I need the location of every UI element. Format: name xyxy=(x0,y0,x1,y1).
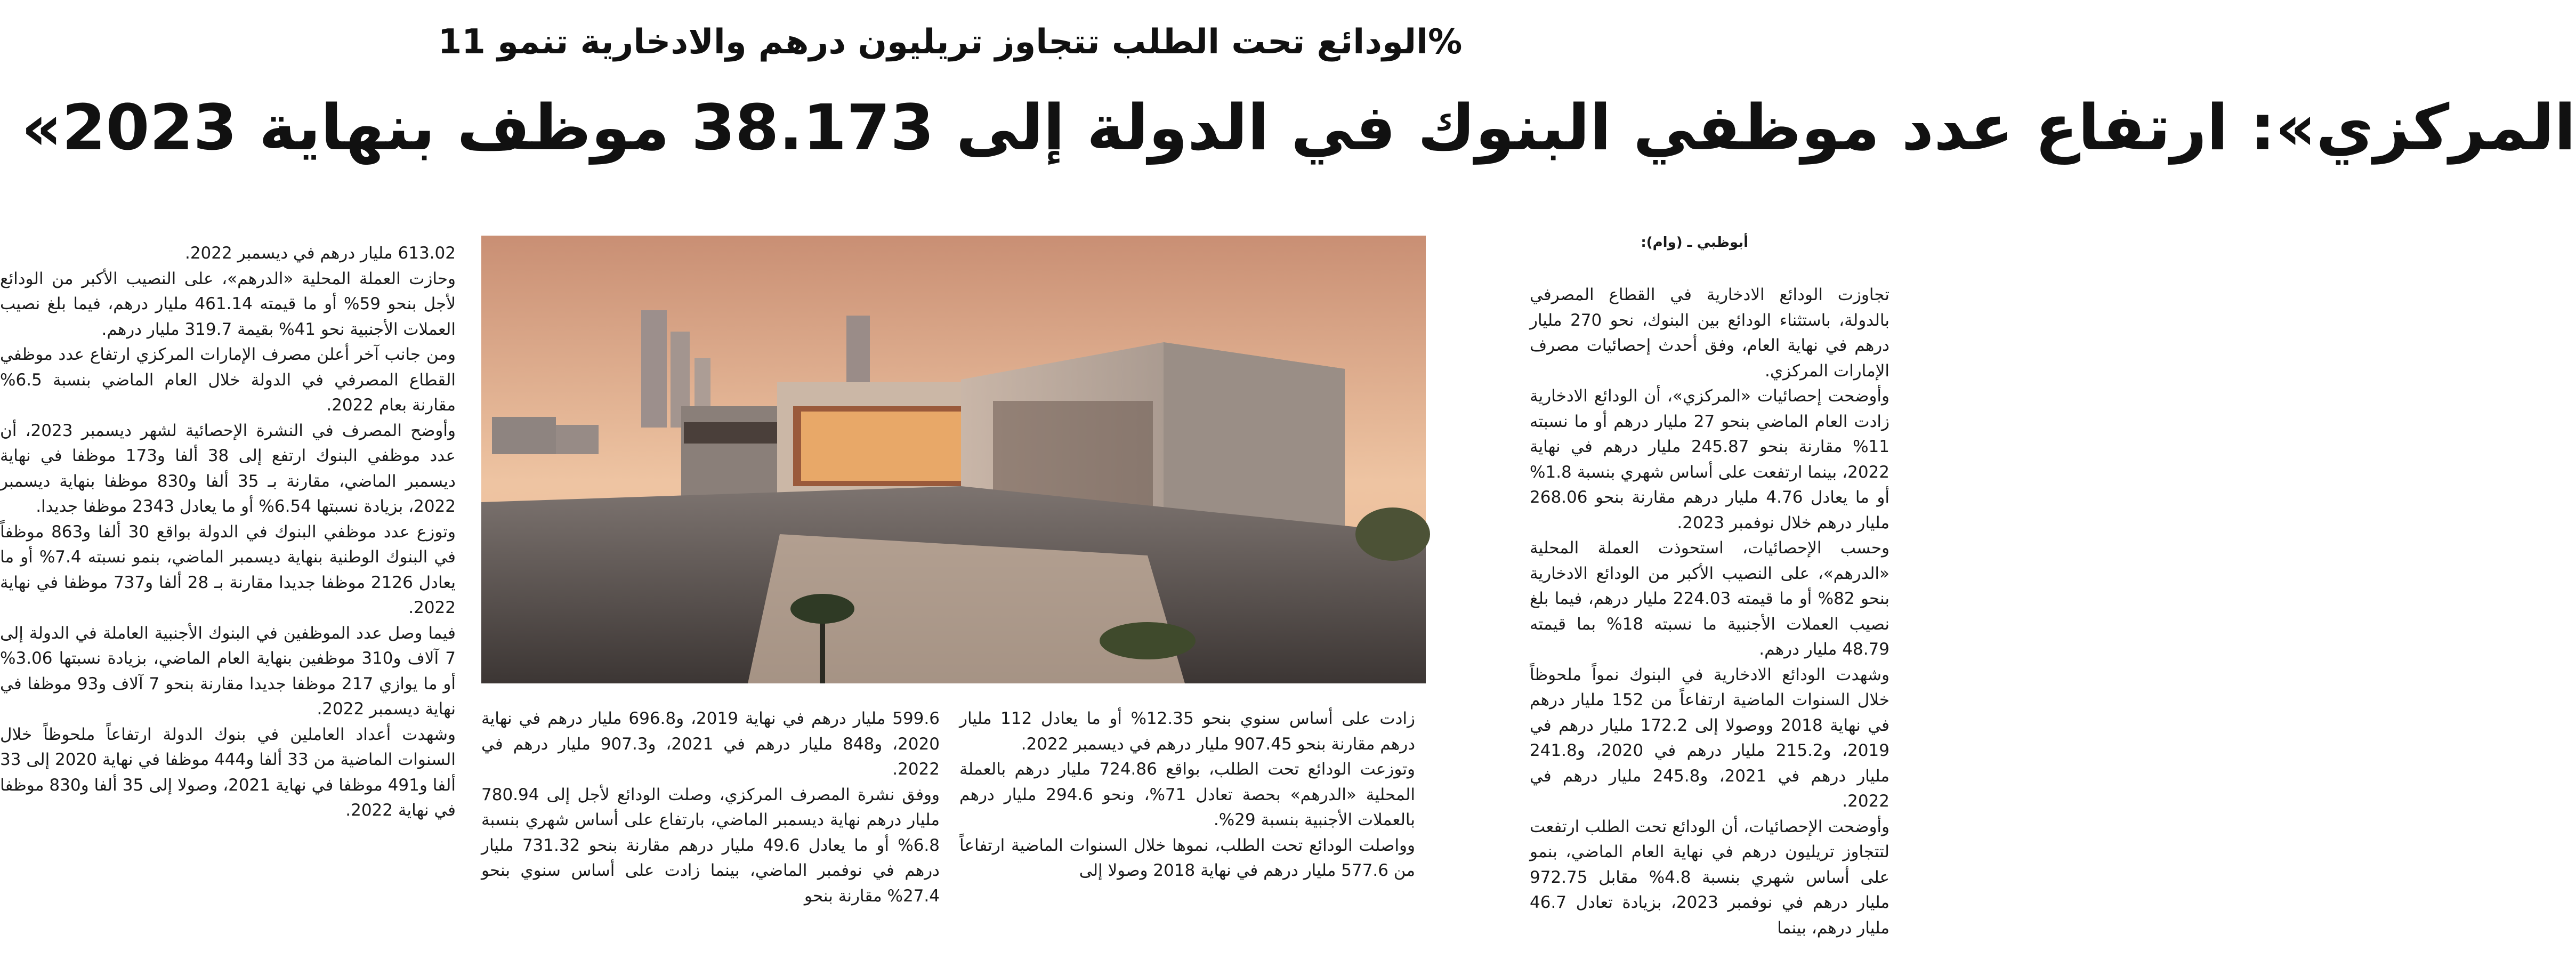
main-headline: «المركزي»: ارتفاع عدد موظفي البنوك في الدولة إلى 38.173 موظف بنهاية 2023 xyxy=(21,91,2576,164)
kicker-headline: الودائع تحت الطلب تتجاوز تريليون درهم والادخارية تنمو 11% xyxy=(438,22,1463,62)
paragraph: وشهدت الودائع الادخارية في البنوك نمواً ملحوظاً خلال السنوات الماضية ارتفاعاً من 152 مليار درهم في نهاية 2018 ووصولا إلى 172.2 مليار درهم في 2019، و215.2 مليار درهم في 2020، و241.8 مليار درهم في 2021، و245.8 مليار درهم في 2022. xyxy=(1530,665,1889,811)
paragraph: وأوضحت الإحصائيات، أن الودائع تحت الطلب ارتفعت لتتجاوز تريليون درهم في نهاية العام الماضي، بنمو على أساس شهري بنسبة 4.8% مقابل 972.75 مليار درهم في نوفمبر 2023، بزيادة تعادل 46.7 مليار درهم، بينما xyxy=(1530,817,1889,938)
paragraph: وأوضح المصرف في النشرة الإحصائية لشهر ديسمبر 2023، أن عدد موظفي البنوك ارتفع إلى 38 ألفا و173 موظفا في نهاية ديسمبر الماضي، مقارنة بـ 35 ألفا و830 موظفا بنهاية ديسمبر 2022، بزيادة نسبتها 6.54% أو ما يعادل 2343 موظفا جديدا. xyxy=(0,421,456,516)
paragraph: زادت على أساس سنوي بنحو 12.35% أو ما يعادل 112 مليار درهم مقارنة بنحو 907.45 مليار درهم في ديسمبر 2022. xyxy=(959,709,1415,754)
paragraph: وحازت العملة المحلية «الدرهم»، على النصيب الأكبر من الودائع لأجل بنحو 59% أو ما قيمته 461.14 مليار درهم، فيما بلغ نصيب العملات الأجنبية نحو 41% بقيمة 319.7 مليار درهم. xyxy=(0,269,456,339)
paragraph: وأوضحت إحصائيات «المركزي»، أن الودائع الادخارية زادت العام الماضي بنحو 27 مليار درهم أو ما نسبته 11% مقارنة بنحو 245.87 مليار درهم في نهاية 2022، بينما ارتفعت على أساس شهري بنسبة 1.8% أو ما يعادل 4.76 مليار درهم مقارنة بنحو 268.06 مليار درهم خلال نوفمبر 2023. xyxy=(1530,386,1889,533)
paragraph: ومن جانب آخر أعلن مصرف الإمارات المركزي ارتفاع عدد موظفي القطاع المصرفي في الدولة خلال العام الماضي بنسبة 6.5% مقارنة بعام 2022. xyxy=(0,345,456,415)
paragraph: وتوزع عدد موظفي البنوك في الدولة بواقع 30 ألفا و863 موظفاً في البنوك الوطنية بنهاية ديسمبر الماضي، بنمو نسبته 7.4% أو ما يعادل 2126 موظفا جديدا مقارنة بـ 28 ألفا و737 موظفا في نهاية 2022. xyxy=(0,522,456,617)
article-column-left xyxy=(0,241,456,958)
paragraph: 599.6 مليار درهم في نهاية 2019، و696.8 مليار درهم في نهاية 2020، و848 مليار درهم في 2021، و907.3 مليار درهم في 2022. xyxy=(481,709,940,779)
paragraph: وتوزعت الودائع تحت الطلب، بواقع 724.86 مليار درهم بالعملة المحلية «الدرهم» بحصة تعادل 71%، ونحو 294.6 مليار درهم بالعملات الأجنبية بنسبة 29%. xyxy=(959,760,1415,829)
paragraph: 613.02 مليار درهم في ديسمبر 2022. xyxy=(184,244,456,263)
article-column-right xyxy=(1530,283,1889,957)
paragraph: وحسب الإحصائيات، استحوذت العملة المحلية «الدرهم»، على النصيب الأكبر من الودائع الادخارية بنحو 82% أو ما قيمته 224.03 مليار درهم، فيما بلغ نصيب العملات الأجنبية ما نسبته 18% بما قيمته 48.79 مليار درهم. xyxy=(1530,538,1889,659)
central-bank-photo xyxy=(481,236,1426,683)
paragraph: ووفق نشرة المصرف المركزي، وصلت الودائع لأجل إلى 780.94 مليار درهم نهاية ديسمبر الماضي، بارتفاع على أساس شهري بنسبة 6.8% أو ما يعادل 49.6 مليار درهم مقارنة بنحو 731.32 مليار درهم في نوفمبر الماضي، بينما زادت على أساس سنوي بنحو 27.4% مقارنة بنحو xyxy=(481,785,940,906)
dateline: أبوظبي ـ (وام): xyxy=(1641,235,1748,251)
paragraph: وشهدت أعداد العاملين في بنوك الدولة ارتفاعاً ملحوظاً خلال السنوات الماضية من 33 ألفا و444 موظفا في نهاية 2020 إلى 33 ألفا و491 موظفا في نهاية 2021، وصولا إلى 35 ألفا و830 موظفا في نهاية 2022. xyxy=(0,724,456,820)
article-column-bottom-left xyxy=(481,706,940,957)
article-column-bottom-right xyxy=(959,706,1415,957)
paragraph: فيما وصل عدد الموظفين في البنوك الأجنبية العاملة في الدولة إلى 7 آلاف و310 موظفين بنهاية العام الماضي، بزيادة نسبتها 3.06% أو ما يوازي 217 موظفا جديدا مقارنة بنحو 7 آلاف و93 موظفا في نهاية ديسمبر 2022. xyxy=(0,623,456,719)
paragraph: وواصلت الودائع تحت الطلب، نموها خلال السنوات الماضية ارتفاعاً من 577.6 مليار درهم في نهاية 2018 وصولا إلى xyxy=(959,835,1415,880)
paragraph: تجاوزت الودائع الادخارية في القطاع المصرفي بالدولة، باستثناء الودائع بين البنوك، نحو 270 مليار درهم في نهاية العام، وفق أحدث إحصائيات مصرف الإمارات المركزي. xyxy=(1530,285,1889,381)
